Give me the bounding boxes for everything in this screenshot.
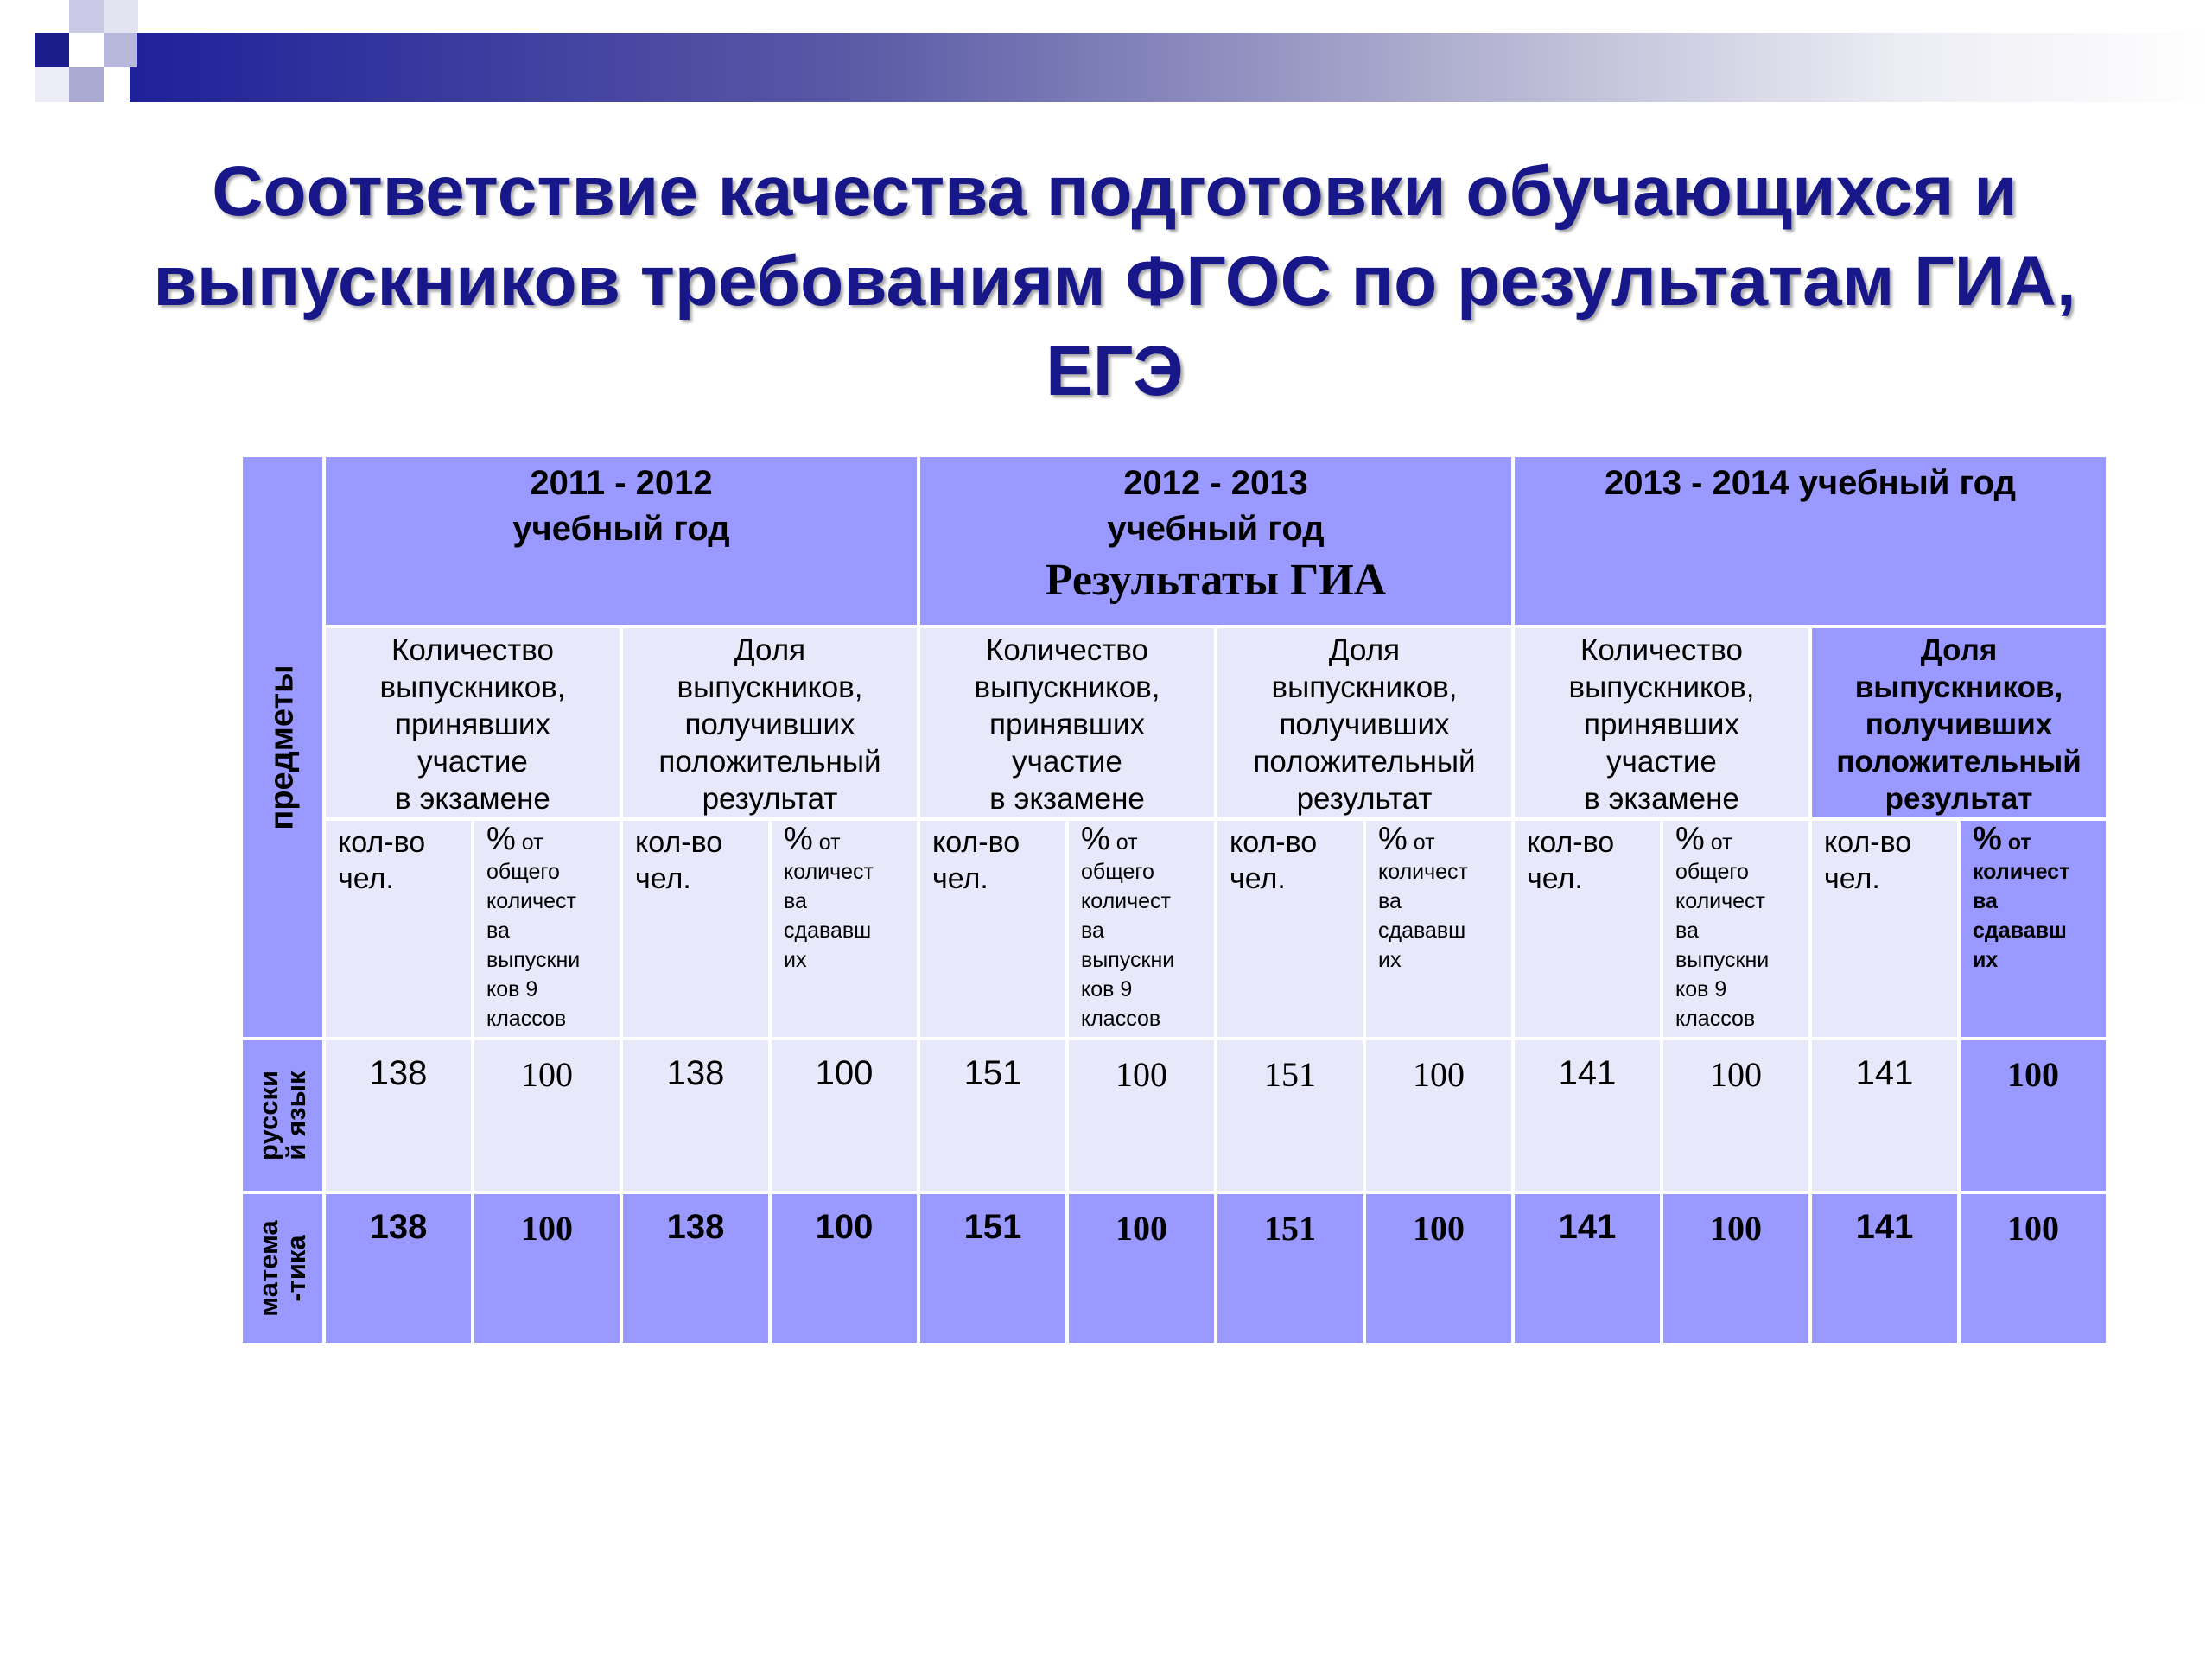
table-cell: 151 (920, 1194, 1065, 1343)
table-cell: 138 (623, 1040, 768, 1191)
year-header-2013-2014 (1515, 457, 2106, 625)
table-cell: 141 (1812, 1040, 1957, 1191)
col-pct-passed-header (1961, 821, 2106, 1037)
year-header-2011-2012 (326, 457, 917, 625)
slide-title: Соответствие качества подготовки обучающихся и выпускников требованиям ФГОС по результатам ГИА, ЕГЭ (153, 152, 2076, 410)
table-cell: 100 (474, 1194, 620, 1343)
subject-label: русски й язык (253, 1070, 311, 1161)
table-cell: 138 (326, 1194, 471, 1343)
group-share-header: Доля выпускников, получивших положительный результат (1217, 628, 1511, 817)
group-share-header: Доля выпускников, получивших положительный результат (1812, 628, 2106, 817)
col-pct-total-header (474, 821, 620, 1037)
results-table (239, 454, 2109, 1346)
percent-sign: % (1081, 821, 1110, 857)
decor-square (104, 33, 137, 67)
col-pct-text: от общего количест ва выпускни ков 9 классов (1081, 830, 1175, 1031)
percent-sign: % (784, 821, 813, 857)
col-count-header: кол-во чел. (326, 821, 471, 1037)
decor-square (69, 67, 104, 102)
table-cell: 100 (772, 1194, 917, 1343)
group-count-header: Количество выпускников, принявших участие в экзамене (920, 628, 1214, 817)
decor-square (35, 33, 69, 67)
group-share-header: Доля выпускников, получивших положительный результат (623, 628, 917, 817)
decor-square (69, 0, 104, 33)
col-pct-passed-header (772, 821, 917, 1037)
subjects-header-cell (243, 457, 322, 1037)
col-pct-passed-header (1366, 821, 1511, 1037)
table-cell: 100 (1961, 1194, 2106, 1343)
col-pct-text: от общего количест ва выпускни ков 9 классов (486, 830, 581, 1031)
year-label: 2012 - 2013 учебный год (1107, 464, 1325, 548)
table-cell: 138 (623, 1194, 768, 1343)
table-cell: 141 (1812, 1194, 1957, 1343)
table-cell: 100 (1366, 1194, 1511, 1343)
year-header-2012-2013 (920, 457, 1511, 625)
table-cell: 151 (1217, 1040, 1363, 1191)
decor-square (104, 0, 138, 33)
table-cell: 100 (1663, 1040, 1808, 1191)
table-cell: 151 (1217, 1194, 1363, 1343)
col-pct-total-header (1069, 821, 1214, 1037)
subject-label: матема -тика (253, 1220, 311, 1317)
table-cell: 100 (772, 1040, 917, 1191)
year-label: 2011 - 2012 учебный год (512, 464, 730, 548)
percent-sign: % (1973, 821, 2002, 857)
group-count-header: Количество выпускников, принявших участие в экзамене (1515, 628, 1808, 817)
col-pct-text: от количест ва сдававш их (1973, 830, 2070, 972)
table-cell: 100 (1663, 1194, 1808, 1343)
col-count-header: кол-во чел. (1217, 821, 1363, 1037)
table-cell: 141 (1515, 1040, 1660, 1191)
table-cell: 141 (1515, 1194, 1660, 1343)
table-cell: 100 (1069, 1194, 1214, 1343)
gia-results-label: Результаты ГИА (1045, 556, 1387, 605)
percent-sign: % (1378, 821, 1408, 857)
table-cell: 151 (920, 1040, 1065, 1191)
group-count-header: Количество выпускников, принявших участие в экзамене (326, 628, 620, 817)
year-label: 2013 - 2014 учебный год (1605, 464, 2016, 502)
col-pct-text: от количест ва сдававш их (1378, 830, 1469, 972)
col-count-header: кол-во чел. (1812, 821, 1957, 1037)
col-count-header: кол-во чел. (1515, 821, 1660, 1037)
decor-square (35, 67, 69, 102)
col-pct-text: от количест ва сдававш их (784, 830, 874, 972)
table-cell: 138 (326, 1040, 471, 1191)
col-pct-text: от общего количест ва выпускни ков 9 классов (1675, 830, 1770, 1031)
table-cell: 100 (1366, 1040, 1511, 1191)
col-count-header: кол-во чел. (623, 821, 768, 1037)
table-cell: 100 (1961, 1040, 2106, 1191)
title-banner (130, 33, 2212, 102)
percent-sign: % (486, 821, 516, 857)
col-pct-total-header (1663, 821, 1808, 1037)
table-cell: 100 (1069, 1040, 1214, 1191)
subject-cell-russian (243, 1040, 322, 1191)
table-cell: 100 (474, 1040, 620, 1191)
col-count-header: кол-во чел. (920, 821, 1065, 1037)
subjects-header: предметы (264, 664, 301, 830)
subject-cell-math (243, 1194, 322, 1343)
percent-sign: % (1675, 821, 1705, 857)
